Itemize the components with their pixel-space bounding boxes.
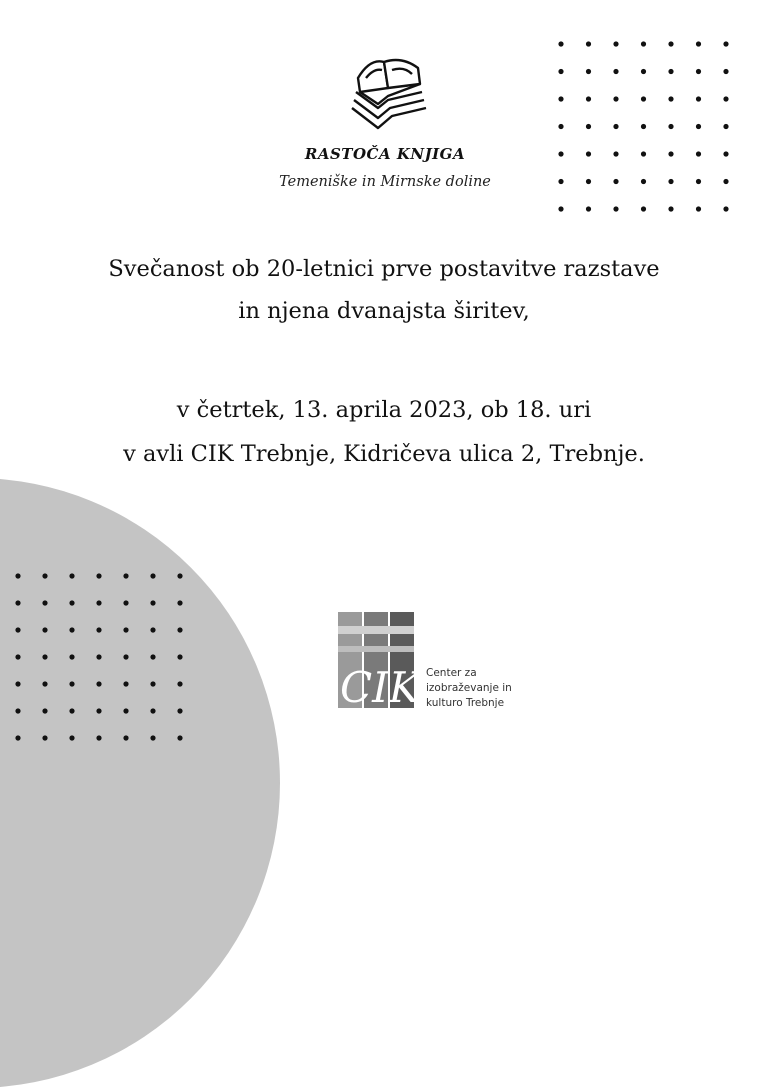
decorative-dot [613,96,618,101]
dot-grid-bottom-left-svg [12,570,202,760]
announcement-line-1: Svečanost ob 20-letnici prve postavitve razstave [108,256,660,282]
decorative-dot [96,708,101,713]
decorative-dot [586,96,591,101]
decorative-dot [723,41,728,46]
decorative-dot [42,735,47,740]
decorative-dot [150,573,155,578]
decorative-dot [558,151,563,156]
decorative-dot [641,124,646,129]
decorative-dot [696,124,701,129]
decorative-dot [613,151,618,156]
announcement-line-3: v četrtek, 13. aprila 2023, ob 18. uri [176,397,592,423]
cik-label-line-3: kulturo Trebnje [426,697,505,709]
decorative-dot [696,151,701,156]
decorative-dot [15,708,20,713]
decorative-dot [69,654,74,659]
decorative-dot [558,96,563,101]
cik-label-line-1: Center za [426,667,477,679]
decorative-dot [96,654,101,659]
decorative-dot [641,41,646,46]
decorative-dot [177,708,182,713]
decorative-dot [668,179,673,184]
announcement-line-4: v avli CIK Trebnje, Kidričeva ulica 2, Trebnje. [123,441,645,467]
decorative-dot [586,41,591,46]
cik-label-line-2: izobraževanje in [426,682,512,694]
decorative-dot [123,654,128,659]
decorative-dot [641,151,646,156]
decorative-dot [613,179,618,184]
decorative-dot [177,654,182,659]
decorative-dot [150,600,155,605]
decorative-dot [15,600,20,605]
decorative-dot [613,41,618,46]
decorative-dot [123,573,128,578]
decorative-dot [42,681,47,686]
decorative-dot [150,708,155,713]
decorative-dot [668,151,673,156]
decorative-dot [586,179,591,184]
decorative-dot [42,654,47,659]
decorative-dot [150,735,155,740]
decorative-dot [69,708,74,713]
cik-label [426,666,512,711]
decorative-dot [696,179,701,184]
decorative-dot [177,600,182,605]
decorative-dot [150,681,155,686]
logo-subtitle: Temeniške in Mirnske doline [279,174,491,190]
decorative-dot [177,627,182,632]
decorative-dot [15,735,20,740]
decorative-dot [177,681,182,686]
decorative-dot [641,96,646,101]
cik-mark-text: CIK [340,663,418,708]
decorative-dot [668,124,673,129]
decorative-dot [69,600,74,605]
decorative-dot [558,41,563,46]
book-icon [348,48,428,136]
cik-logo-mark [338,612,418,708]
decorative-dot [15,654,20,659]
decorative-dot [586,69,591,74]
decorative-dot [641,179,646,184]
decorative-dot [586,124,591,129]
decorative-dot [96,573,101,578]
decorative-dot [723,179,728,184]
decorative-dot [723,96,728,101]
decorative-dot [69,627,74,632]
decorative-dot [123,708,128,713]
decorative-dot [69,735,74,740]
decorative-dot [96,627,101,632]
decorative-dot [558,69,563,74]
dot-grid-top-right [555,38,735,213]
cik-logo [338,612,518,708]
decorative-dot [123,600,128,605]
decorative-dot [723,151,728,156]
decorative-dot [150,627,155,632]
decorative-dot [15,627,20,632]
decorative-dot [123,627,128,632]
decorative-dot [696,206,701,211]
decorative-dot [96,681,101,686]
decorative-dot [15,681,20,686]
decorative-dot [15,573,20,578]
decorative-dot [177,573,182,578]
decorative-dot [586,151,591,156]
decorative-dot [558,179,563,184]
decorative-dot [668,41,673,46]
logo-title: RASTOČA KNJIGA [304,145,466,163]
decorative-dot [42,708,47,713]
decorative-dot [696,96,701,101]
event-details-text [0,387,768,477]
decorative-dot [613,69,618,74]
decorative-dot [69,573,74,578]
decorative-dot [177,735,182,740]
decorative-dot [42,600,47,605]
decorative-dot [42,573,47,578]
decorative-dot [123,681,128,686]
decorative-dot [641,69,646,74]
decorative-dot [613,124,618,129]
decorative-dot [723,69,728,74]
decorative-dot [668,96,673,101]
decorative-dot [723,206,728,211]
rastoca-knjiga-logo [250,48,520,198]
decorative-dot [668,206,673,211]
announcement-line-2: in njena dvanajsta širitev, [238,298,530,324]
decorative-dot [96,600,101,605]
decorative-dot [641,206,646,211]
decorative-dot [696,41,701,46]
decorative-dot [723,124,728,129]
decorative-dot [668,69,673,74]
decorative-dot [696,69,701,74]
decorative-dot [42,627,47,632]
announcement-text [0,246,768,334]
dot-grid-top-right-svg [555,38,735,213]
decorative-dot [96,735,101,740]
decorative-dot [123,735,128,740]
decorative-dot [613,206,618,211]
decorative-dot [150,654,155,659]
decorative-dot [558,124,563,129]
decorative-dot [558,206,563,211]
decorative-dot [69,681,74,686]
decorative-dot [586,206,591,211]
dot-grid-bottom-left [12,570,202,760]
